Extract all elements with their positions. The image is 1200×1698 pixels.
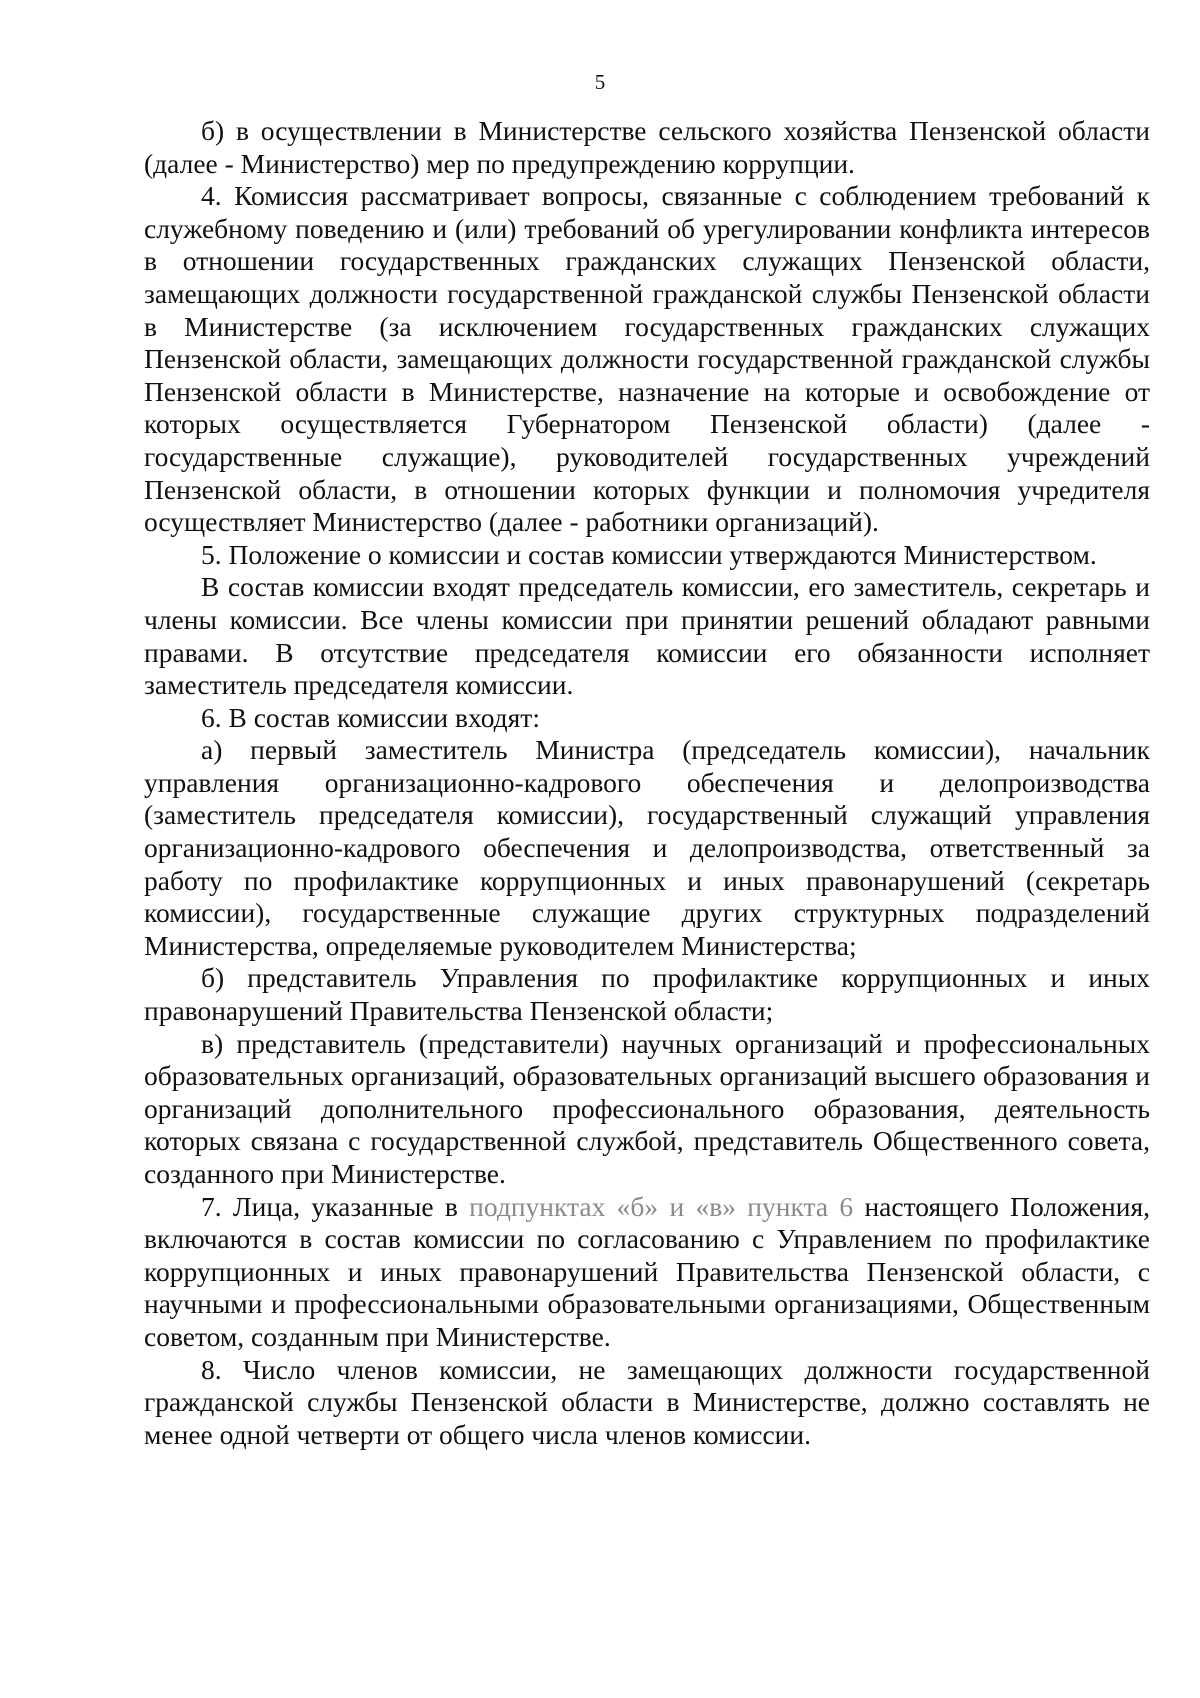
- paragraph-6a: а) первый заместитель Министра (председатель комиссии), начальник управления организационно-кадрового обеспечения и делопроизводства (заместитель председателя комиссии), государственный служащий управления организационно-кадрового обеспечения и делопроизводства, ответственный за работу по профилактике коррупционных и иных правонарушений (секретарь комиссии), государственные служащие других структурных подразделений Министерства, определяемые руководителем Министерства;: [144, 734, 1150, 961]
- paragraph-7: [144, 1191, 1150, 1354]
- paragraph-4: 4. Комиссия рассматривает вопросы, связанные с соблюдением требований к служебному поведению и (или) требований об урегулировании конфликта интересов в отношении государственных гражданских служащих Пензенской области, замещающих должности государственной гражданской службы Пензенской области в Министерстве (за исключением государственных гражданских служащих Пензенской области, замещающих должности государственной гражданской службы Пензенской области в Министерстве, назначение на которые и освобождение от которых осуществляется Губернатором Пензенской области) (далее - государственные служащие), руководителей государственных учреждений Пензенской области, в отношении которых функции и полномочия учредителя осуществляет Министерство (далее - работники организаций).: [144, 180, 1150, 538]
- paragraph-5-composition: В состав комиссии входят председатель комиссии, его заместитель, секретарь и члены комиссии. Все члены комиссии при принятии решений обладают равными правами. В отсутствие председателя комиссии его обязанности исполняет заместитель председателя комиссии.: [144, 571, 1150, 701]
- paragraph-7-start: 7. Лица, указанные в: [201, 1190, 470, 1222]
- page-number: 5: [594, 70, 606, 94]
- paragraph-7-end: настоящего Положения, включаются в состав комиссии по согласованию с Управлением по профилактике коррупционных и иных правонарушений Правительства Пензенской области, с научными и профессиональными образовательными организациями, Общественным советом, созданным при Министерстве.: [144, 1190, 1150, 1352]
- document-body: [144, 115, 1150, 1451]
- paragraph-6v: в) представитель (представители) научных организаций и профессиональных образовательных организаций, образовательных организаций высшего образования и организаций дополнительного профессионального образования, деятельность которых связана с государственной службой, представитель Общественного совета, созданного при Министерстве.: [144, 1027, 1150, 1189]
- paragraph-6b: б) представитель Управления по профилактике коррупционных и иных правонарушений Правительства Пензенской области;: [144, 962, 1150, 1027]
- paragraph-8: 8. Число членов комиссии, не замещающих должности государственной гражданской службы Пензенской области в Министерстве, должно составлять не менее одной четверти от общего числа членов комиссии.: [144, 1353, 1150, 1450]
- subparagraph-reference: подпунктах «б» и «в» пункта 6: [469, 1190, 854, 1222]
- paragraph-3b: б) в осуществлении в Министерстве сельского хозяйства Пензенской области (далее - Министерство) мер по предупреждению коррупции.: [144, 115, 1150, 179]
- paragraph-5: 5. Положение о комиссии и состав комиссии утверждаются Министерством.: [201, 538, 1097, 570]
- paragraph-6: 6. В состав комиссии входят:: [201, 701, 540, 733]
